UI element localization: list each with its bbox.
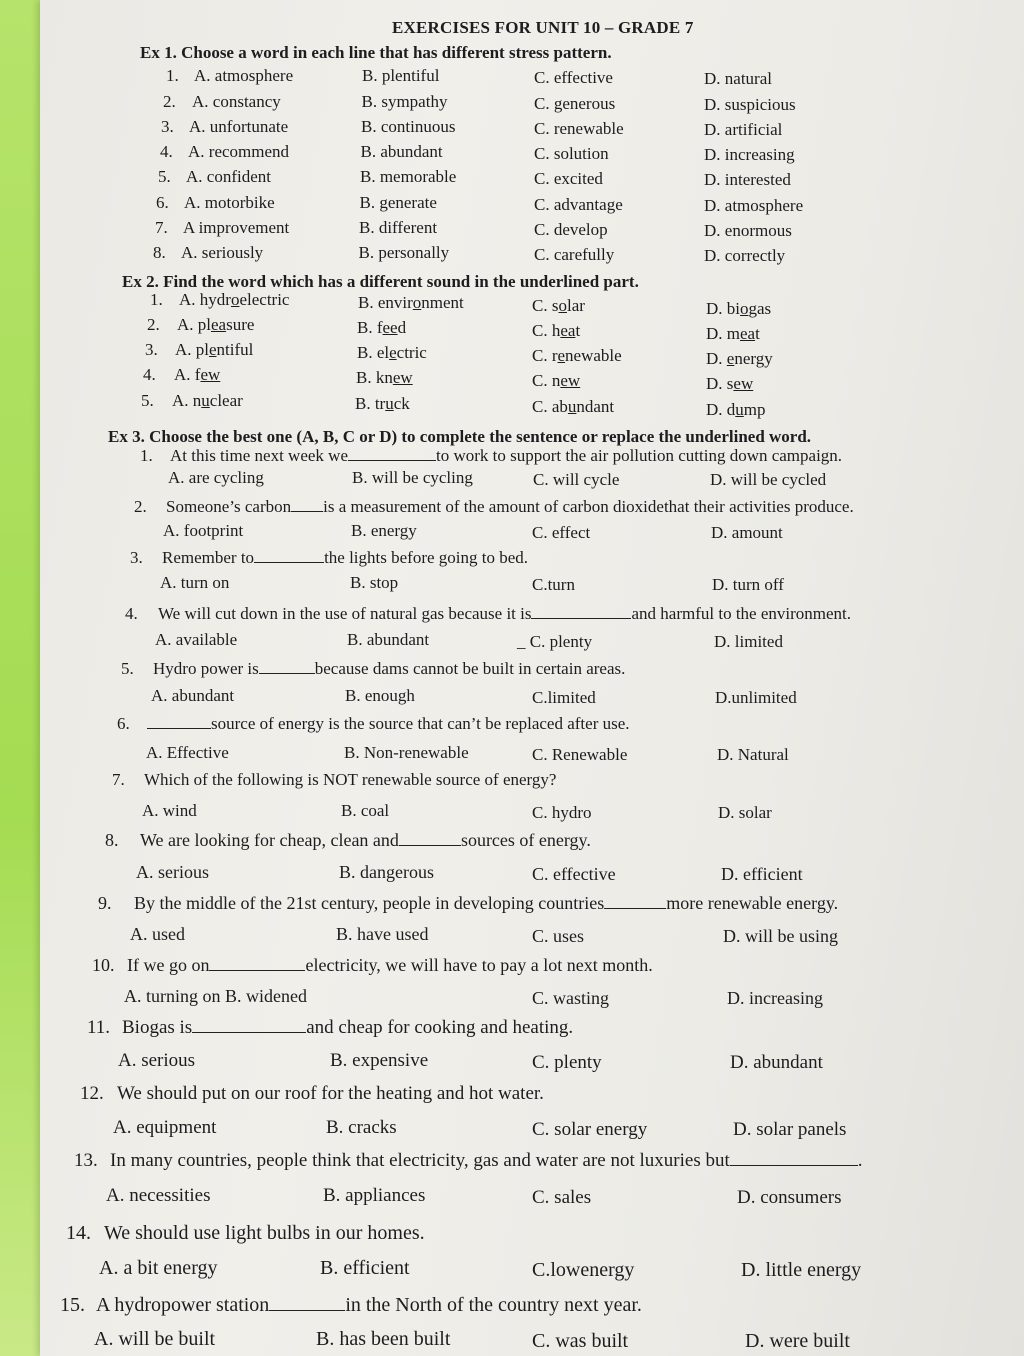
ex3-option-c: C. Renewable xyxy=(532,745,628,764)
ex3-question-text: Which of the following is NOT renewable source of energy? xyxy=(144,770,557,789)
ex2-option-a: A. plentiful xyxy=(175,340,254,359)
ex2-item-number: 4. xyxy=(143,365,156,384)
ex2-option-c: C. renewable xyxy=(532,346,622,365)
ex1-option-b: B. sympathy xyxy=(361,92,448,111)
underlined-letters: ew xyxy=(733,374,754,393)
ex3-option-b: B. enough xyxy=(345,686,415,705)
answer-blank xyxy=(209,969,305,971)
ex3-option-a: A. turn on xyxy=(160,573,230,592)
ex3-item-number: 9. xyxy=(98,893,112,913)
underlined-letters: ea xyxy=(560,321,576,340)
ex1-item-number: 2. xyxy=(163,92,176,111)
ex1-option-c: C. generous xyxy=(534,94,616,113)
ex2-option-a: A. hydroelectric xyxy=(179,290,290,309)
ex1-option-c: C. advantage xyxy=(534,195,623,214)
ex2-item-number: 1. xyxy=(150,290,163,309)
ex1-option-a: A. atmosphere xyxy=(194,66,294,85)
ex3-heading: Ex 3. Choose the best one (A, B, C or D) to complete the sentence or replace the underlined word. xyxy=(108,427,812,446)
ex3-option-b: B. stop xyxy=(350,573,399,592)
ex3-option-d: D. solar panels xyxy=(733,1119,847,1140)
ex3-item-number: 11. xyxy=(87,1017,111,1038)
underlined-letters: u xyxy=(201,391,210,410)
ex3-question-text: Hydro power is because dams cannot be built in certain areas. xyxy=(153,659,626,678)
ex1-option-d: D. suspicious xyxy=(704,95,796,114)
ex3-option-b: B. has been built xyxy=(316,1328,451,1350)
ex3-option-d: D. solar xyxy=(718,803,772,822)
ex2-option-d: D. dump xyxy=(706,400,766,419)
ex3-option-a: A. turning on B. widened xyxy=(124,986,307,1006)
underlined-letters: o xyxy=(230,290,240,309)
ex3-item-number: 2. xyxy=(134,497,147,516)
ex3-option-b: B. cracks xyxy=(326,1117,397,1138)
underlined-letters: ew xyxy=(200,365,221,384)
ex3-question-text: Biogas is and cheap for cooking and heating. xyxy=(122,1017,574,1038)
ex3-option-d: D.unlimited xyxy=(715,688,797,707)
ex3-option-c: C. solar energy xyxy=(532,1119,648,1140)
ex1-option-c: C. renewable xyxy=(534,119,624,138)
ex3-question-text: We should use light bulbs in our homes. xyxy=(104,1222,425,1244)
ex3-option-d: D. will be cycled xyxy=(710,470,827,489)
ex1-item-number: 8. xyxy=(153,243,166,262)
ex3-option-b: B. energy xyxy=(351,521,417,540)
ex3-option-c: C. effective xyxy=(532,864,616,884)
ex1-option-d: D. artificial xyxy=(704,120,783,139)
ex3-option-b: B. expensive xyxy=(330,1050,429,1071)
ex1-item-number: 3. xyxy=(161,117,174,136)
ex3-item-number: 5. xyxy=(121,659,134,678)
ex3-option-a: A. serious xyxy=(136,862,209,882)
ex2-item-number: 2. xyxy=(147,315,160,334)
ex2-item-number: 3. xyxy=(145,340,158,359)
ex3-option-d: D. consumers xyxy=(737,1187,842,1208)
ex2-option-d: D. sew xyxy=(706,374,754,393)
ex2-option-a: A. few xyxy=(174,365,221,384)
ex3-option-d: D. amount xyxy=(711,523,783,542)
ex1-heading: Ex 1. Choose a word in each line that has different stress pattern. xyxy=(140,43,612,62)
ex3-question-text: A hydropower station in the North of the country next year. xyxy=(96,1294,642,1316)
underlined-letters: e xyxy=(726,349,735,368)
ex3-option-c: C.limited xyxy=(532,688,596,707)
ex3-option-b: B. dangerous xyxy=(339,862,434,882)
ex1-option-d: D. correctly xyxy=(704,246,786,265)
ex1-option-a: A. unfortunate xyxy=(189,117,289,136)
ex2-option-b: B. knew xyxy=(356,368,413,387)
answer-blank xyxy=(192,1031,306,1033)
ex3-option-b: B. Non-renewable xyxy=(344,743,469,762)
ex3-option-b: B. coal xyxy=(341,801,390,820)
ex3-option-b: B. efficient xyxy=(320,1257,410,1279)
ex3-option-c: _ C. plenty xyxy=(517,632,593,651)
ex3-question-text: By the middle of the 21st century, people in developing countries more renewable energy. xyxy=(134,893,839,913)
ex3-option-b: B. have used xyxy=(336,924,429,944)
ex1-option-b: B. plentiful xyxy=(362,66,440,85)
underlined-letters: ew xyxy=(392,368,413,387)
ex3-question-text: We should put on our roof for the heating and hot water. xyxy=(117,1083,544,1104)
ex1-option-c: C. excited xyxy=(534,169,603,188)
ex1-item-number: 7. xyxy=(155,218,168,237)
answer-blank xyxy=(531,617,631,619)
ex2-option-b: B. environment xyxy=(358,293,464,312)
ex3-option-b: B. appliances xyxy=(323,1185,426,1206)
underlined-letters: o xyxy=(558,296,567,315)
ex3-item-number: 7. xyxy=(112,770,125,789)
ex3-option-c: C.turn xyxy=(532,575,575,594)
ex2-heading: Ex 2. Find the word which has a different sound in the underlined part. xyxy=(122,272,639,291)
ex3-question-text: source of energy is the source that can’t be replaced after use. xyxy=(147,714,630,734)
ex3-item-number: 8. xyxy=(105,830,119,850)
underlined-letters: ea xyxy=(740,324,756,343)
ex3-question-text: We are looking for cheap, clean and sources of energy. xyxy=(140,830,591,850)
underlined-letters: u xyxy=(735,400,744,419)
ex3-question-text: Remember to the lights before going to bed. xyxy=(162,548,529,567)
ex1-item-number: 4. xyxy=(160,142,173,161)
ex2-option-c: C. abundant xyxy=(532,397,615,416)
ex2-item-number: 5. xyxy=(141,391,154,410)
ex3-option-c: C.lowenergy xyxy=(532,1259,635,1281)
ex3-question-text: In many countries, people think that electricity, gas and water are not luxuries but . xyxy=(110,1150,863,1171)
ex3-option-d: D. increasing xyxy=(727,988,823,1008)
ex1-item-number: 6. xyxy=(156,193,169,212)
ex3-option-c: C. hydro xyxy=(532,803,592,822)
ex1-option-d: D. atmosphere xyxy=(704,196,804,215)
ex3-option-a: A. serious xyxy=(118,1050,196,1071)
ex1-option-c: C. effective xyxy=(534,68,613,87)
ex2-option-d: D. biogas xyxy=(706,299,772,318)
ex2-option-a: A. pleasure xyxy=(177,315,255,334)
underlined-letters: ew xyxy=(560,371,581,390)
ex1-option-d: D. enormous xyxy=(704,221,792,240)
ex3-option-b: B. abundant xyxy=(347,630,430,649)
ex3-option-c: C. sales xyxy=(532,1187,592,1208)
underlined-letters: e xyxy=(557,346,566,365)
ex3-option-a: A. equipment xyxy=(113,1117,217,1138)
ex3-item-number: 4. xyxy=(125,604,138,623)
ex1-option-c: C. solution xyxy=(534,144,609,163)
underlined-letters: ea xyxy=(211,315,227,334)
underlined-letters: o xyxy=(412,293,422,312)
ex3-option-a: A. necessities xyxy=(106,1185,211,1206)
ex2-option-c: C. heat xyxy=(532,321,581,340)
ex1-option-b: B. generate xyxy=(359,193,437,212)
ex1-option-b: B. personally xyxy=(358,243,450,262)
ex3-item-number: 12. xyxy=(80,1083,104,1104)
ex1-item-number: 1. xyxy=(166,66,179,85)
ex3-option-a: A. Effective xyxy=(146,743,229,762)
ex3-option-d: D. limited xyxy=(714,632,783,651)
ex3-question-text: If we go on electricity, we will have to pay a lot next month. xyxy=(127,955,653,975)
ex1-option-a: A improvement xyxy=(183,218,290,237)
ex3-option-a: A. used xyxy=(130,924,185,944)
answer-blank xyxy=(147,727,211,729)
answer-blank xyxy=(730,1164,858,1166)
ex3-item-number: 3. xyxy=(130,548,143,567)
ex3-option-a: A. available xyxy=(155,630,238,649)
underlined-letters: ee xyxy=(382,318,398,337)
underlined-letters: o xyxy=(740,299,749,318)
ex1-option-d: D. interested xyxy=(704,170,791,189)
ex2-option-b: B. truck xyxy=(355,394,410,413)
ex3-option-d: D. were built xyxy=(745,1330,850,1352)
answer-blank xyxy=(254,561,324,563)
ex3-option-a: A. footprint xyxy=(163,521,244,540)
ex2-option-a: A. nuclear xyxy=(172,391,243,410)
ex1-option-b: B. abundant xyxy=(360,142,443,161)
underlined-letters: e xyxy=(389,343,397,362)
ex3-option-d: D. Natural xyxy=(717,745,789,764)
ex3-item-number: 15. xyxy=(60,1294,85,1316)
answer-blank xyxy=(291,510,323,512)
ex2-option-d: D. meat xyxy=(706,324,760,343)
ex3-option-d: D. turn off xyxy=(712,575,784,594)
ex2-option-c: C. solar xyxy=(532,296,585,315)
ex3-option-d: D. will be using xyxy=(723,926,838,946)
ex3-item-number: 1. xyxy=(140,446,153,465)
answer-blank xyxy=(399,844,461,846)
ex1-option-a: A. recommend xyxy=(188,142,290,161)
ex3-item-number: 6. xyxy=(117,714,130,733)
ex1-option-b: B. memorable xyxy=(360,167,457,186)
ex3-option-a: A. abundant xyxy=(151,686,235,705)
ex3-option-a: A. are cycling xyxy=(168,468,264,487)
ex1-option-d: D. increasing xyxy=(704,145,795,164)
answer-blank xyxy=(604,907,666,909)
ex3-option-c: C. was built xyxy=(532,1330,629,1352)
answer-blank xyxy=(269,1309,345,1311)
ex1-option-b: B. continuous xyxy=(361,117,456,136)
ex1-option-d: D. natural xyxy=(704,69,772,88)
ex3-option-d: D. abundant xyxy=(730,1052,823,1073)
underlined-letters: e xyxy=(209,340,217,359)
ex2-option-c: C. new xyxy=(532,371,581,390)
ex1-item-number: 5. xyxy=(158,167,171,186)
ex3-item-number: 13. xyxy=(74,1150,98,1171)
answer-blank xyxy=(348,459,436,461)
ex3-option-c: C. plenty xyxy=(532,1052,602,1073)
ex3-question-text: Someone’s carbon is a measurement of the amount of carbon dioxidethat their activities produce. xyxy=(166,497,854,516)
ex2-option-d: D. energy xyxy=(706,349,773,368)
ex2-option-b: B. electric xyxy=(357,343,427,362)
ex3-question-text: At this time next week we to work to support the air pollution cutting down campaign. xyxy=(170,446,843,465)
ex3-item-number: 14. xyxy=(66,1222,91,1244)
page-title: EXERCISES FOR UNIT 10 – GRADE 7 xyxy=(392,18,694,37)
ex3-option-a: A. wind xyxy=(142,801,197,820)
ex1-option-a: A. motorbike xyxy=(184,193,275,212)
underlined-letters: u xyxy=(385,394,394,413)
underlined-letters: u xyxy=(567,397,577,416)
ex3-option-c: C. uses xyxy=(532,926,585,946)
ex1-option-c: C. carefully xyxy=(534,245,615,264)
ex3-item-number: 10. xyxy=(92,955,115,975)
ex3-question-text: We will cut down in the use of natural gas because it is and harmful to the environment. xyxy=(158,604,852,623)
ex2-option-b: B. feed xyxy=(357,318,407,337)
ex3-option-c: C. wasting xyxy=(532,988,610,1008)
ex3-option-b: B. will be cycling xyxy=(352,468,473,487)
ex3-option-a: A. will be built xyxy=(94,1328,216,1350)
ex3-option-c: C. will cycle xyxy=(533,470,620,489)
ex1-option-a: A. seriously xyxy=(181,243,264,262)
ex1-option-a: A. constancy xyxy=(192,92,281,111)
ex3-option-d: D. efficient xyxy=(721,864,803,884)
ex3-option-c: C. effect xyxy=(532,523,591,542)
answer-blank xyxy=(259,672,315,674)
ex1-option-a: A. confident xyxy=(186,167,271,186)
ex1-option-b: B. different xyxy=(359,218,438,237)
ex3-option-d: D. little energy xyxy=(741,1259,862,1281)
ex3-option-a: A. a bit energy xyxy=(99,1257,218,1279)
ex1-option-c: C. develop xyxy=(534,220,608,239)
